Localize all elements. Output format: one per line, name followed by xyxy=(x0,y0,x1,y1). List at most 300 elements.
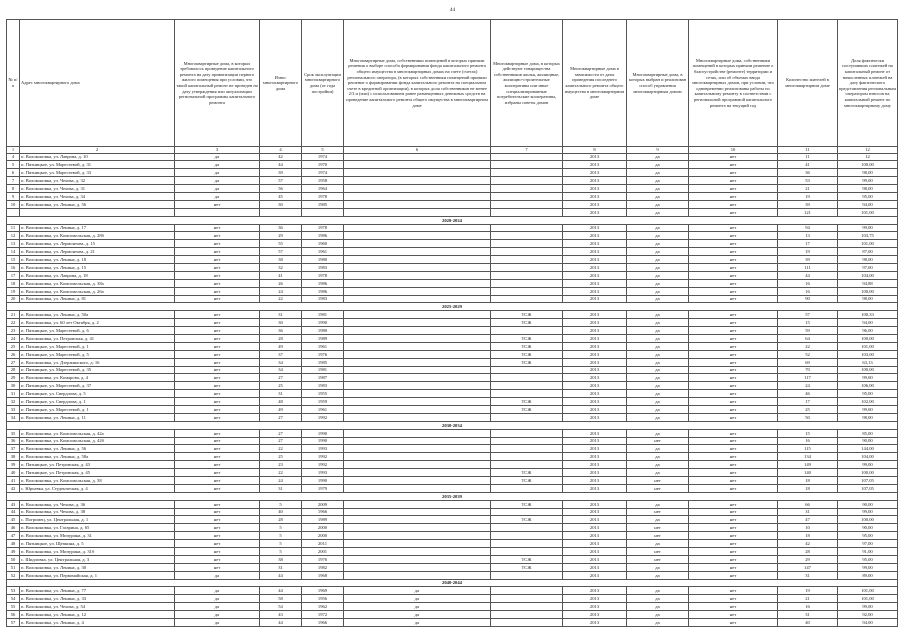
payments-share-cell: 98,00 xyxy=(838,413,898,421)
table-row xyxy=(7,429,898,437)
fund-decision-cell xyxy=(344,382,491,390)
wear-cell: 55 xyxy=(260,240,302,248)
payments-share-cell: 107,05 xyxy=(838,484,898,492)
row-number: 26 xyxy=(7,350,20,358)
address-cell: п. Пятницкое, ул. Маресеевой, д. 6 xyxy=(20,327,175,335)
row-number: 41 xyxy=(7,477,20,485)
wear-cell: 44 xyxy=(260,619,302,627)
year-built-cell: 1976 xyxy=(302,350,344,358)
header-cell: Количество жителей в многоквартирном доме xyxy=(778,20,838,147)
column-number: 4 xyxy=(260,147,302,154)
improvement-cell: нет xyxy=(689,185,778,193)
residents-cell: 19 xyxy=(778,587,838,595)
capital-repair-cell: нет xyxy=(175,374,260,382)
wear-cell: 42 xyxy=(260,153,302,161)
capital-repair-cell: нет xyxy=(175,516,260,524)
fund-decision-cell xyxy=(344,185,491,193)
wear-cell: 43 xyxy=(260,611,302,619)
management-cell: да xyxy=(627,390,689,398)
hoa-cell xyxy=(491,611,563,619)
table-row xyxy=(7,619,898,627)
improvement-cell: нет xyxy=(689,532,778,540)
payments-share-cell: 104,00 xyxy=(838,453,898,461)
header-cell: Многоквартирные дома, в которых действуют товарищества собственников жилья, жилищные, жилищно-строительные кооперативы или иные специализированные потребительские кооперативы, избраны советы домов xyxy=(491,20,563,147)
row-number: 35 xyxy=(7,429,20,437)
year-built-cell: 1956 xyxy=(302,595,344,603)
residents-cell: 19 xyxy=(778,192,838,200)
fund-decision-cell xyxy=(344,232,491,240)
management-cell: да xyxy=(627,200,689,208)
table-row xyxy=(7,603,898,611)
table-row xyxy=(7,611,898,619)
year-built-cell: 1992 xyxy=(302,461,344,469)
header-cell: Доля фактически поступивших платежей на капитальный ремонт от начисленных платежей на дату фактического представления региональным оператором взносов на капитальный ремонт по многоквартирному дому xyxy=(838,20,898,147)
capital-repair-cell: нет xyxy=(175,334,260,342)
hoa-cell xyxy=(491,256,563,264)
last-repair-cell: 2013 xyxy=(563,595,627,603)
row-number: 31 xyxy=(7,390,20,398)
year-built-cell: 1992 xyxy=(302,453,344,461)
capital-repair-cell: нет xyxy=(175,398,260,406)
improvement-cell: нет xyxy=(689,256,778,264)
improvement-cell: нет xyxy=(689,587,778,595)
hoa-cell xyxy=(491,169,563,177)
management-cell: да xyxy=(627,500,689,508)
column-number: 1 xyxy=(7,147,20,154)
year-built-cell: 1983 xyxy=(302,382,344,390)
address-cell: п. Пятницкое, ул. Щепкина, д. 5 xyxy=(20,540,175,548)
year-built-cell: 1983 xyxy=(302,263,344,271)
residents-cell: 69 xyxy=(778,358,838,366)
management-cell: нет xyxy=(627,484,689,492)
table-row xyxy=(7,256,898,264)
hoa-cell xyxy=(491,390,563,398)
residents-cell: 17 xyxy=(778,240,838,248)
fund-decision-cell xyxy=(344,445,491,453)
table-row xyxy=(7,311,898,319)
address-cell: п. Волоконовка, ул. Лаврова, д. 10 xyxy=(20,153,175,161)
year-built-cell: 1974 xyxy=(302,169,344,177)
residents-cell: 31 xyxy=(778,571,838,579)
improvement-cell: нет xyxy=(689,161,778,169)
capital-repair-cell: нет xyxy=(175,256,260,264)
capital-repair-cell: нет xyxy=(175,532,260,540)
address-cell: п. Пятницкое, ул. Петровская, д. 45 xyxy=(20,469,175,477)
fund-decision-cell xyxy=(344,516,491,524)
residents-cell: 121 xyxy=(778,208,838,216)
row-number: 51 xyxy=(7,563,20,571)
address-cell: п. Пятницкое, ул. Маресеевой, д. 31 xyxy=(20,161,175,169)
address-cell: п. Волоконовка, ул. 60 лет Октября, д. 2 xyxy=(20,319,175,327)
row-number: 29 xyxy=(7,374,20,382)
management-cell: да xyxy=(627,327,689,335)
capital-repair-cell: нет xyxy=(175,563,260,571)
residents-cell: 29 xyxy=(778,555,838,563)
management-cell: да xyxy=(627,153,689,161)
address-cell: п. Пятницкое, ул. Свердлова, д. 1 xyxy=(20,398,175,406)
payments-share-cell: 90,00 xyxy=(838,500,898,508)
hoa-cell xyxy=(491,524,563,532)
year-built-cell: 1961 xyxy=(302,406,344,414)
address-cell: п. Волоконовка, ул. Ленина, д. 58а xyxy=(20,453,175,461)
capital-repair-cell: да xyxy=(175,177,260,185)
improvement-cell: нет xyxy=(689,619,778,627)
year-built-cell: 1978 xyxy=(302,224,344,232)
row-number: 38 xyxy=(7,453,20,461)
last-repair-cell: 2013 xyxy=(563,453,627,461)
table-row xyxy=(7,437,898,445)
last-repair-cell: 2013 xyxy=(563,200,627,208)
row-number: 49 xyxy=(7,548,20,556)
wear-cell: 49 xyxy=(260,342,302,350)
fund-decision-cell: да xyxy=(344,619,491,627)
last-repair-cell: 2013 xyxy=(563,327,627,335)
year-built-cell: 1985 xyxy=(302,358,344,366)
residents-cell: 47 xyxy=(778,516,838,524)
residents-cell: 15 xyxy=(778,319,838,327)
management-cell: да xyxy=(627,406,689,414)
management-cell: да xyxy=(627,248,689,256)
hoa-cell: ТСЖ xyxy=(491,398,563,406)
year-built-cell: 2001 xyxy=(302,548,344,556)
residents-cell: 11 xyxy=(778,153,838,161)
address-cell: п. Пятницкое, ул. Маресеевой, д. 1 xyxy=(20,342,175,350)
period-row xyxy=(7,421,898,429)
improvement-cell: нет xyxy=(689,540,778,548)
address-cell: п. Волоконовка, ул. Комсомольская, д. 42б xyxy=(20,437,175,445)
wear-cell: 34 xyxy=(260,358,302,366)
row-number: 12 xyxy=(7,232,20,240)
improvement-cell: нет xyxy=(689,224,778,232)
address-cell: с. Погромец, ул. Центральная, д. 1 xyxy=(20,516,175,524)
last-repair-cell: 2013 xyxy=(563,508,627,516)
address-cell: п. Волоконовка, ул. Комсомольская, д. 28б xyxy=(20,232,175,240)
hoa-cell xyxy=(491,200,563,208)
improvement-cell: нет xyxy=(689,358,778,366)
address-cell: п. Волоконовка, ул. Чехова, д. 31 xyxy=(20,185,175,193)
capital-repair-cell: нет xyxy=(175,453,260,461)
hoa-cell: ТСЖ xyxy=(491,319,563,327)
table-row xyxy=(7,563,898,571)
payments-share-cell: 85,00 xyxy=(838,429,898,437)
header-cell: Многоквартирные дома, в которых выбран и реализован способ управления многоквартирным домом xyxy=(627,20,689,147)
residents-cell: 147 xyxy=(778,563,838,571)
header-cell: Износ многоквартирного дома xyxy=(260,20,302,147)
period-row xyxy=(7,492,898,500)
improvement-cell: нет xyxy=(689,382,778,390)
wear-cell: 26 xyxy=(260,279,302,287)
year-built-cell: 2011 xyxy=(302,540,344,548)
capital-repair-cell: нет xyxy=(175,445,260,453)
address-cell: п. Волоконовка, ул. Ленина, д. 17 xyxy=(20,224,175,232)
period-label: 2040-2044 xyxy=(7,579,898,587)
capital-repair-cell: да xyxy=(175,571,260,579)
hoa-cell: ТСЖ xyxy=(491,334,563,342)
hoa-cell xyxy=(491,532,563,540)
improvement-cell: нет xyxy=(689,524,778,532)
residents-cell: 16 xyxy=(778,279,838,287)
address-cell: п. Волоконовка, ул. Ленина, д. 81 xyxy=(20,295,175,303)
hoa-cell xyxy=(491,248,563,256)
last-repair-cell: 2013 xyxy=(563,177,627,185)
fund-decision-cell xyxy=(344,224,491,232)
fund-decision-cell xyxy=(344,256,491,264)
last-repair-cell: 2013 xyxy=(563,248,627,256)
wear-cell: 31 xyxy=(260,484,302,492)
last-repair-cell: 2013 xyxy=(563,279,627,287)
year-built-cell: 1985 xyxy=(302,200,344,208)
payments-share-cell: 99,00 xyxy=(838,177,898,185)
row-number: 43 xyxy=(7,500,20,508)
wear-cell: 28 xyxy=(260,334,302,342)
management-cell: да xyxy=(627,192,689,200)
hoa-cell xyxy=(491,232,563,240)
management-cell: да xyxy=(627,271,689,279)
row-number: 17 xyxy=(7,271,20,279)
row-number: 22 xyxy=(7,319,20,327)
improvement-cell: нет xyxy=(689,319,778,327)
wear-cell: 25 xyxy=(260,453,302,461)
year-built-cell: 1990 xyxy=(302,437,344,445)
management-cell: да xyxy=(627,161,689,169)
residents-cell: 39 xyxy=(778,200,838,208)
payments-share-cell: 99,00 xyxy=(838,374,898,382)
capital-repair-cell: да xyxy=(175,185,260,193)
last-repair-cell: 2013 xyxy=(563,358,627,366)
table-row xyxy=(7,192,898,200)
capital-repair-cell: нет xyxy=(175,469,260,477)
row-number: 53 xyxy=(7,587,20,595)
payments-share-cell: 99,00 xyxy=(838,461,898,469)
capital-repair-cell: да xyxy=(175,192,260,200)
fund-decision-cell xyxy=(344,334,491,342)
header-cell: Многоквартирные дома в зависимости от даты проведения последнего капитального ремонта общего имущества в многоквартирном доме xyxy=(563,20,627,147)
row-number: 9 xyxy=(7,192,20,200)
table-row xyxy=(7,406,898,414)
improvement-cell: нет xyxy=(689,406,778,414)
row-number: 27 xyxy=(7,358,20,366)
payments-share-cell: 103,75 xyxy=(838,232,898,240)
last-repair-cell: 2013 xyxy=(563,295,627,303)
payments-share-cell: 95,00 xyxy=(838,390,898,398)
capital-repair-cell: да xyxy=(175,169,260,177)
wear-cell: 44 xyxy=(260,161,302,169)
payments-share-cell: 94,00 xyxy=(838,619,898,627)
column-number: 7 xyxy=(491,147,563,154)
year-built-cell: 1970 xyxy=(302,161,344,169)
capital-repair-cell: нет xyxy=(175,342,260,350)
last-repair-cell: 2013 xyxy=(563,169,627,177)
hoa-cell xyxy=(491,366,563,374)
residents-cell: 19 xyxy=(778,248,838,256)
residents-cell: 21 xyxy=(778,185,838,193)
year-built-cell: 1990 xyxy=(302,429,344,437)
row-number: 42 xyxy=(7,484,20,492)
wear-cell: 39 xyxy=(260,169,302,177)
residents-cell: 39 xyxy=(778,256,838,264)
improvement-cell: нет xyxy=(689,571,778,579)
address-cell: п. Волоконовка, ул. Ленина, д. 4 xyxy=(20,619,175,627)
capital-repair-cell xyxy=(175,208,260,216)
address-cell: п. Волоконовка, ул. Лермонтова, д. 21 xyxy=(20,248,175,256)
payments-share-cell: 101,00 xyxy=(838,240,898,248)
improvement-cell: нет xyxy=(689,563,778,571)
housing-table xyxy=(6,19,898,627)
fund-decision-cell xyxy=(344,319,491,327)
row-number xyxy=(7,208,20,216)
fund-decision-cell xyxy=(344,311,491,319)
residents-cell: 59 xyxy=(778,327,838,335)
row-number: 34 xyxy=(7,413,20,421)
management-cell: да xyxy=(627,279,689,287)
last-repair-cell: 2013 xyxy=(563,319,627,327)
residents-cell: 16 xyxy=(778,603,838,611)
last-repair-cell: 2013 xyxy=(563,555,627,563)
table-row xyxy=(7,516,898,524)
year-built-cell: 1968 xyxy=(302,571,344,579)
capital-repair-cell: нет xyxy=(175,224,260,232)
fund-decision-cell xyxy=(344,390,491,398)
period-label: 2035-2039 xyxy=(7,492,898,500)
address-cell: п. Волоконовка, ул. Чехова, д. 34 xyxy=(20,192,175,200)
wear-cell: 57 xyxy=(260,248,302,256)
last-repair-cell: 2013 xyxy=(563,477,627,485)
capital-repair-cell: нет xyxy=(175,287,260,295)
table-row xyxy=(7,334,898,342)
fund-decision-cell xyxy=(344,295,491,303)
period-row xyxy=(7,579,898,587)
year-built-cell: 1986 xyxy=(302,287,344,295)
wear-cell: 30 xyxy=(260,319,302,327)
improvement-cell: нет xyxy=(689,169,778,177)
improvement-cell: нет xyxy=(689,200,778,208)
payments-share-cell: 91,00 xyxy=(838,548,898,556)
fund-decision-cell xyxy=(344,555,491,563)
wear-cell: 27 xyxy=(260,437,302,445)
improvement-cell: нет xyxy=(689,500,778,508)
year-built-cell: 1964 xyxy=(302,185,344,193)
year-built-cell: 1979 xyxy=(302,484,344,492)
payments-share-cell: 144,00 xyxy=(838,445,898,453)
payments-share-cell: 106,00 xyxy=(838,382,898,390)
address-cell: п. Волоконовка, ул. Комарова, д. 4 xyxy=(20,374,175,382)
year-built-cell: 1966 xyxy=(302,508,344,516)
management-cell: да xyxy=(627,295,689,303)
address-cell: п. Волоконовка, ул. Комсомольская, д. 26а xyxy=(20,287,175,295)
payments-share-cell: 100,00 xyxy=(838,469,898,477)
year-built-cell: 1980 xyxy=(302,327,344,335)
table-row xyxy=(7,390,898,398)
capital-repair-cell: нет xyxy=(175,461,260,469)
address-cell: п. Волоконовка, ул. Мичурина, д. 31б xyxy=(20,548,175,556)
fund-decision-cell: да xyxy=(344,595,491,603)
address-cell: п. Волоконовка, ул. Ленина, д. 50а xyxy=(20,311,175,319)
management-cell: да xyxy=(627,429,689,437)
hoa-cell: ТСЖ xyxy=(491,469,563,477)
table-row xyxy=(7,500,898,508)
hoa-cell xyxy=(491,192,563,200)
payments-share-cell: 98,00 xyxy=(838,169,898,177)
row-number: 23 xyxy=(7,327,20,335)
fund-decision-cell xyxy=(344,461,491,469)
hoa-cell: ТСЖ xyxy=(491,342,563,350)
table-body xyxy=(7,153,898,626)
year-built-cell: 1986 xyxy=(302,232,344,240)
fund-decision-cell xyxy=(344,279,491,287)
wear-cell: 34 xyxy=(260,366,302,374)
management-cell: да xyxy=(627,240,689,248)
address-cell: п. Волоконовка, ул. Ленина, д. 56 xyxy=(20,200,175,208)
capital-repair-cell: нет xyxy=(175,200,260,208)
capital-repair-cell: нет xyxy=(175,413,260,421)
table-row xyxy=(7,398,898,406)
address-cell: п. Волоконовка, ул. Чехова, д. 32 xyxy=(20,177,175,185)
fund-decision-cell xyxy=(344,508,491,516)
last-repair-cell: 2013 xyxy=(563,398,627,406)
improvement-cell: нет xyxy=(689,477,778,485)
wear-cell: 31 xyxy=(260,563,302,571)
fund-decision-cell: да xyxy=(344,611,491,619)
table-row xyxy=(7,595,898,603)
table-row xyxy=(7,366,898,374)
management-cell: да xyxy=(627,563,689,571)
wear-cell: 36 xyxy=(260,327,302,335)
hoa-cell xyxy=(491,437,563,445)
hoa-cell xyxy=(491,161,563,169)
year-built-cell: 1969 xyxy=(302,587,344,595)
row-number: 50 xyxy=(7,555,20,563)
hoa-cell xyxy=(491,548,563,556)
management-cell: да xyxy=(627,374,689,382)
capital-repair-cell: нет xyxy=(175,429,260,437)
improvement-cell: нет xyxy=(689,287,778,295)
address-cell: п. Пятницкое, ул. Маресеевой, д. 37 xyxy=(20,382,175,390)
table-row xyxy=(7,374,898,382)
hoa-cell xyxy=(491,374,563,382)
management-cell: да xyxy=(627,398,689,406)
wear-cell xyxy=(260,208,302,216)
capital-repair-cell: нет xyxy=(175,548,260,556)
management-cell: нет xyxy=(627,477,689,485)
payments-share-cell: 99,00 xyxy=(838,508,898,516)
last-repair-cell: 2013 xyxy=(563,192,627,200)
capital-repair-cell: да xyxy=(175,611,260,619)
address-cell: с. Шидловка, ул. Центральная, д. 3 xyxy=(20,555,175,563)
payments-share-cell: 100,00 xyxy=(838,334,898,342)
residents-cell: 44 xyxy=(778,271,838,279)
payments-share-cell: 99,00 xyxy=(838,563,898,571)
payments-share-cell: 101,00 xyxy=(838,208,898,216)
row-number: 25 xyxy=(7,342,20,350)
payments-share-cell: 95,00 xyxy=(838,555,898,563)
improvement-cell: нет xyxy=(689,429,778,437)
management-cell: да xyxy=(627,461,689,469)
management-cell: да xyxy=(627,445,689,453)
address-cell: п. Волоконовка, ул. Ленина, д. 12 xyxy=(20,611,175,619)
hoa-cell: ТСЖ xyxy=(491,516,563,524)
address-cell: п. Волоконовка, ул. Ленина, д. 30 xyxy=(20,563,175,571)
last-repair-cell: 2013 xyxy=(563,185,627,193)
fund-decision-cell xyxy=(344,287,491,295)
residents-cell: 53 xyxy=(778,177,838,185)
payments-share-cell: 89,00 xyxy=(838,571,898,579)
payments-share-cell: 96,00 xyxy=(838,327,898,335)
management-cell: да xyxy=(627,342,689,350)
residents-cell: 94 xyxy=(778,224,838,232)
row-number: 20 xyxy=(7,295,20,303)
capital-repair-cell: нет xyxy=(175,311,260,319)
improvement-cell: нет xyxy=(689,248,778,256)
